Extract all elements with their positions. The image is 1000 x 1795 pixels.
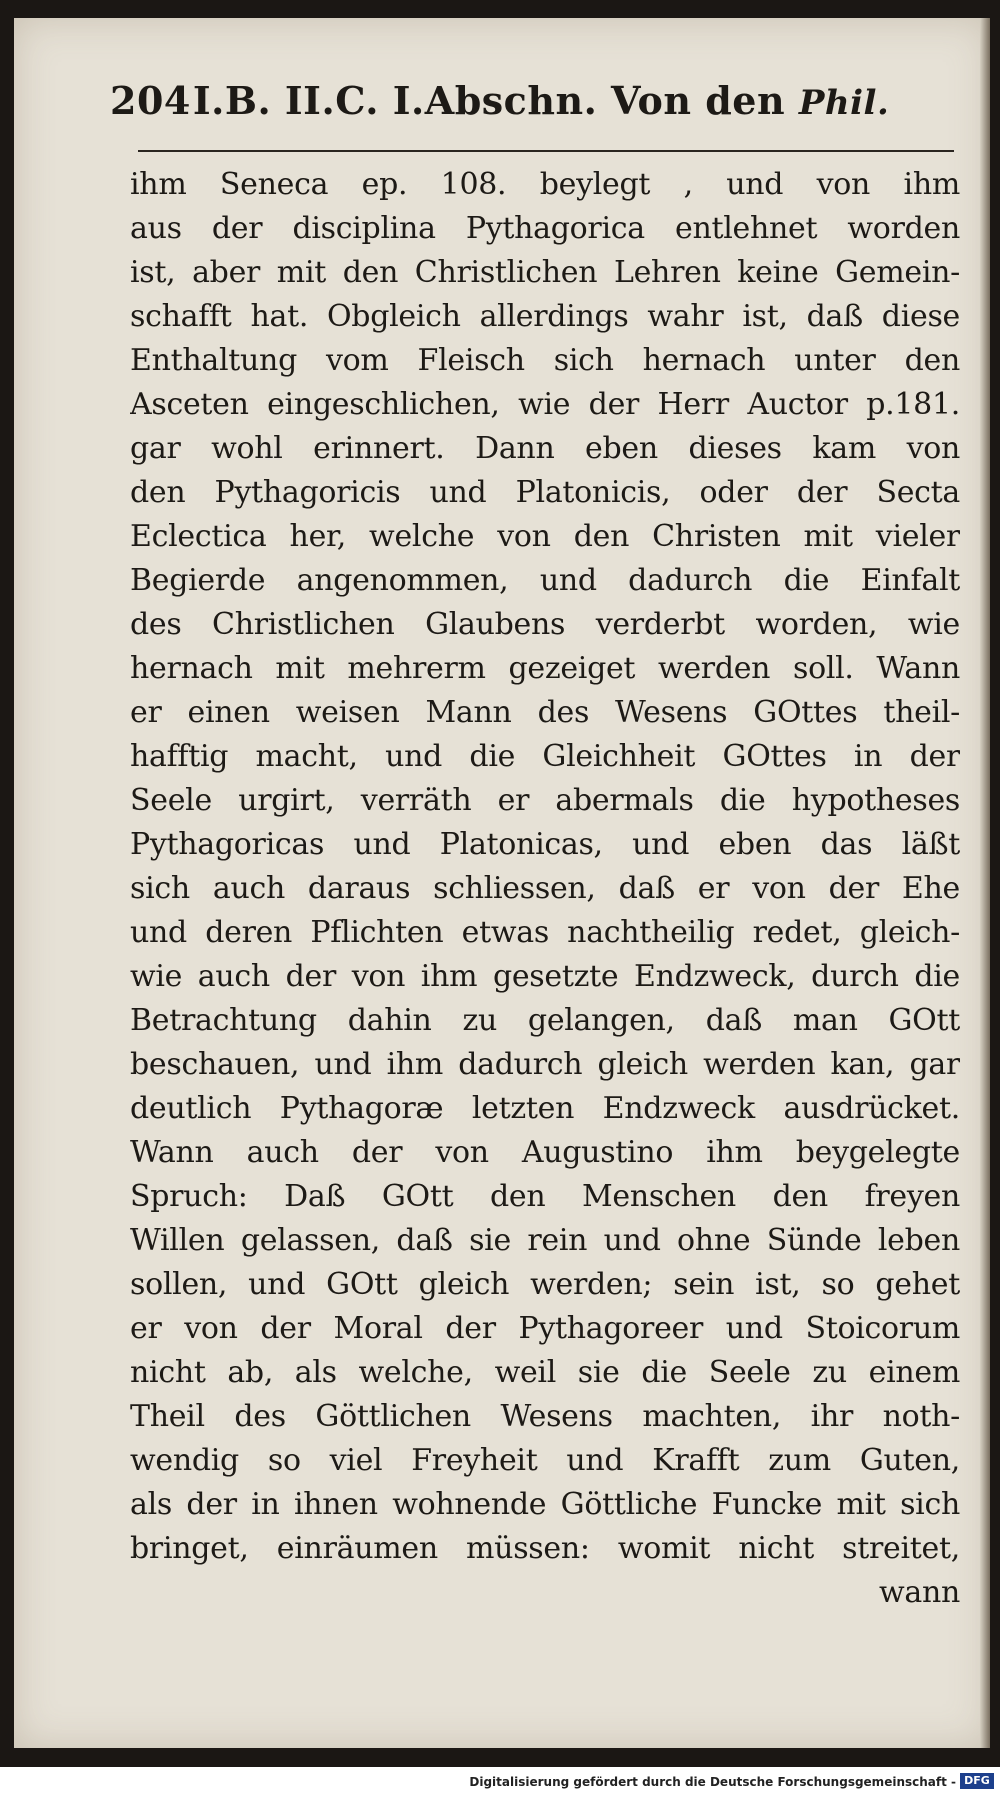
body-text (130, 163, 960, 1615)
header-rule (138, 150, 954, 152)
text-line: als der in ihnen wohnende Göttliche Funcke mit sich (130, 1487, 960, 1522)
text-line: sich auch daraus schliessen, daß er von der Ehe (130, 871, 960, 906)
text-line: er einen weisen Mann des Wesens GOttes theil- (130, 695, 960, 730)
text-line: beschauen, und ihm dadurch gleich werden kan, gar (130, 1047, 960, 1082)
text-line: Seele urgirt, verräth er abermals die hypotheses (130, 783, 960, 818)
catchword: wann (878, 1575, 960, 1610)
text-line: nicht ab, als welche, weil sie die Seele zu einem (130, 1355, 960, 1390)
text-line: aus der disciplina Pythagorica entlehnet worden (130, 211, 960, 246)
text-line: sollen, und GOtt gleich werden; sein ist, so gehet (130, 1267, 960, 1302)
running-title-tail: Phil. (798, 83, 890, 123)
text-line: er von der Moral der Pythagoreer und Stoicorum (130, 1311, 960, 1346)
text-line: ihm Seneca ep. 108. beylegt , und von ihm (130, 167, 960, 202)
running-header (110, 78, 960, 123)
text-line: Eclectica her, welche von den Christen mit vieler (130, 519, 960, 554)
running-title: I.B. II.C. I.Abschn. Von den (192, 78, 786, 123)
text-line: ist, aber mit den Christlichen Lehren keine Gemein- (130, 255, 960, 290)
page-number: 204 (110, 78, 191, 123)
text-line: wie auch der von ihm gesetzte Endzweck, durch die (130, 959, 960, 994)
text-line: hafftig macht, und die Gleichheit GOttes in der (130, 739, 960, 774)
text-line: und deren Pflichten etwas nachtheilig redet, gleich- (130, 915, 960, 950)
text-line: schafft hat. Obgleich allerdings wahr ist, daß diese (130, 299, 960, 334)
footer-bar (0, 1767, 1000, 1795)
text-line: Wann auch der von Augustino ihm beygelegte (130, 1135, 960, 1170)
text-line: Enthaltung vom Fleisch sich hernach unter den (130, 343, 960, 378)
text-line: wendig so viel Freyheit und Krafft zum Guten, (130, 1443, 960, 1478)
text-line: bringet, einräumen müssen: womit nicht streitet, (130, 1531, 960, 1566)
text-line: Betrachtung dahin zu gelangen, daß man GOtt (130, 1003, 960, 1038)
text-line: des Christlichen Glaubens verderbt worden, wie (130, 607, 960, 642)
text-line: Theil des Göttlichen Wesens machten, ihr noth- (130, 1399, 960, 1434)
text-line: deutlich Pythagoræ letzten Endzweck ausdrücket. (130, 1091, 960, 1126)
text-line: den Pythagoricis und Platonicis, oder der Secta (130, 475, 960, 510)
dfg-logo: DFG (960, 1773, 994, 1789)
text-line: Asceten eingeschlichen, wie der Herr Auctor p.181. (130, 387, 960, 422)
text-line: Begierde angenommen, und dadurch die Einfalt (130, 563, 960, 598)
text-line: Willen gelassen, daß sie rein und ohne Sünde leben (130, 1223, 960, 1258)
page-edge (980, 18, 990, 1748)
text-line: hernach mit mehrerm gezeiget werden soll. Wann (130, 651, 960, 686)
text-line: Spruch: Daß GOtt den Menschen den freyen (130, 1179, 960, 1214)
text-line: gar wohl erinnert. Dann eben dieses kam von (130, 431, 960, 466)
text-line: Pythagoricas und Platonicas, und eben das läßt (130, 827, 960, 862)
digitization-credit: Digitalisierung gefördert durch die Deutsche Forschungsgemeinschaft - (469, 1775, 956, 1789)
